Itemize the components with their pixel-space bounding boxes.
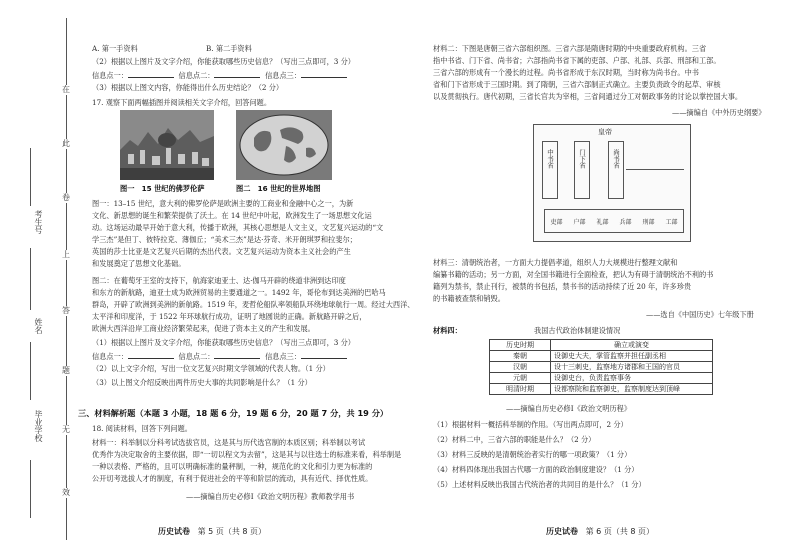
table-cell: 明清时期 (490, 384, 551, 395)
table-cell: 设都察院和监察御史，监察制度达到顶峰 (551, 384, 713, 395)
page-footer-left (158, 526, 266, 537)
source-citation: ——选自《中国历史》七年级下册 (646, 310, 754, 319)
material-line: 材料二：下图是唐朝三省六部组织图。三省六部是隋唐时期的中央重要政府机构。三省 (433, 44, 707, 53)
info-label: 信息点一： (92, 71, 128, 80)
exam-number-label: 考生号 (34, 210, 43, 234)
question-3: （3）根据以上图文内容，你能得出什么历史结论？（2 分） (92, 83, 284, 92)
choice-b: B. 第二手资料 (206, 44, 252, 53)
paragraph-line: 和发展奠定了思想文化基础。 (92, 259, 186, 268)
question-17-3: （3）以上图文介绍反映出两件历史大事的共同影响是什么？（1 分） (92, 378, 312, 387)
diagram-label: 中书省 (546, 149, 554, 169)
info-label: 信息点二： (178, 71, 215, 80)
diagram-connector (626, 169, 684, 170)
school-label: 毕业学校 (34, 410, 43, 442)
florence-image (120, 110, 214, 180)
info-label: 信息点三： (265, 71, 302, 80)
paragraph-line: 太平洋和印度洋，于 1522 年环球航行成功，证明了地圆说的正确。新航路开辟之后， (92, 312, 367, 321)
question-17: 17. 观察下面两幅插图并阅读相关文字介绍，回答问题。 (92, 98, 272, 107)
source-citation: ——摘编自历史必修Ⅰ《政治文明历程》 (506, 404, 632, 413)
political-system-table (489, 339, 713, 395)
paragraph-line: 欧洲大西洋沿岸工商业经济繁荣起来，促进了资本主义的产生和发展。 (92, 324, 315, 333)
diagram-title: 皇帝 (598, 128, 612, 136)
material-4-label: 材料四： (433, 326, 462, 335)
material-line: 三省六部的形成有一个漫长的过程。尚书省形成于东汉时期，当时称为尚书台。中书 (433, 68, 699, 77)
material-line: 以及贯彻执行。唐代初期，三省长官共为宰相，三省间通过分工对朝政事务的讨论以掌控国大事。 (433, 92, 743, 101)
sub-question: （4）材料四体现出我国古代哪一方面的政治制度建设？（1 分） (433, 465, 639, 474)
margin-char: 卷 (62, 193, 70, 202)
paragraph-line: 文化、新思想的诞生和繁荣提供了沃土。在 14 世纪中叶起，欧洲发生了一场思想文化运 (92, 211, 372, 220)
ministry-label: 兵部 (619, 218, 632, 226)
sub-question: （1）根据材料一概括科举制的作用。（写出两点即可，2 分） (433, 420, 628, 429)
binding-margin (0, 0, 80, 560)
footer-subject: 历史试卷 (158, 527, 190, 536)
question-2: （2）根据以上图片及文字介绍，你能获取哪些历史信息？（写出三点即可，3 分） (92, 57, 355, 66)
three-departments-diagram (533, 124, 691, 242)
margin-char: 题 (62, 366, 70, 375)
material-line: 省和门下省形成于三国时期。到了隋朝，三省六部制正式确立。主要负责政令的起草、审核 (433, 80, 721, 89)
answer-blank[interactable] (128, 70, 174, 78)
ministry-label: 工部 (665, 218, 678, 226)
margin-char: 效 (62, 488, 70, 497)
material-line: 优秀作为决定取舍的主要依据，即“一切以程文为去留”，这是其与以往选士的标准来看，科举制是 (92, 450, 402, 459)
answer-blank[interactable] (214, 70, 260, 78)
paragraph-line: 图二：在葡萄牙王室的支持下，航海家迪亚士、达·伽马开辟的绕道非洲到达印度 (92, 276, 346, 285)
name-label: 姓名 (34, 318, 43, 334)
footer-page: 第 5 页（共 8 页） (197, 527, 266, 536)
margin-char: 在 (62, 85, 70, 94)
question-17-2: （2）以上文字介绍，写出一位文艺复兴时期文学领域的代表人物。（1 分） (92, 364, 330, 373)
sub-question: （2）材料二中，三省六部的职能是什么？（2 分） (433, 435, 596, 444)
sub-question: （5）上述材料反映出我国古代统治者的共同目的是什么？（1 分） (433, 480, 646, 489)
info-label: 信息点一： (92, 352, 128, 361)
paragraph-line: 英国的莎士比亚是文艺复兴后期的杰出代表。文艺复兴运动为资本主义社会的产生 (92, 247, 351, 256)
table-cell: 设御史大夫，掌管监察并担任副丞相 (551, 351, 713, 362)
answer-blank[interactable] (214, 351, 260, 359)
source-citation: ——摘编自《中外历史纲要》 (672, 108, 766, 117)
margin-char: 此 (62, 139, 70, 148)
material-line: 材料三：清朝统治者，一方面大力提倡孝道，组织人力大规模进行整理文献和 (433, 258, 678, 267)
answer-blank[interactable] (128, 351, 174, 359)
info-points-row (92, 351, 347, 362)
caption-florence: 图一 15 世纪的佛罗伦萨 (120, 184, 205, 193)
margin-char: 上 (62, 250, 70, 259)
table-cell: 设十三刺史，监察地方诸郡和王国的官员 (551, 362, 713, 373)
info-label: 信息点三： (265, 352, 302, 361)
ministry-label: 礼部 (596, 218, 609, 226)
material-line: 指中书省、门下省、尚书省；六部指尚书省下属的吏部、户部、礼部、兵部、刑部和工部。 (433, 56, 721, 65)
table-row (490, 373, 713, 384)
diagram-ministries-row (544, 209, 684, 233)
info-label: 信息点二： (178, 352, 215, 361)
table-header-cell: 历史时期 (490, 340, 551, 351)
material-line: 公开切考选拔人才的制度，有利于促进社会的平等和阶层的流动，具有近代、择优性质。 (92, 474, 373, 483)
paragraph-line: 和东方的新航路，迪亚士成为欧洲贸易的主要通道之一。1492 年，哥伦布到达美洲的巴哈马 (92, 288, 386, 297)
margin-char: 答 (62, 306, 70, 315)
question-17-1: （1）根据以上图片及文字介绍，你能获取哪些历史信息？（写出三点即可，3 分） (92, 338, 355, 347)
table-cell: 元朝 (490, 373, 551, 384)
choice-a: A. 第一手资料 (92, 44, 138, 53)
section-3-heading: 三、材料解析题（本题 3 小题，18 题 6 分，19 题 6 分，20 题 7 分，共 19 分） (78, 408, 389, 418)
table-row (490, 362, 713, 373)
question-18: 18. 阅读材料，回答下列问题。 (92, 424, 192, 433)
source-citation: ——摘编自历史必修Ⅰ《政治文明历程》教师教学用书 (186, 492, 355, 501)
diagram-label: 尚书省 (612, 149, 620, 169)
footer-page: 第 6 页（共 8 页） (585, 527, 654, 536)
footer-subject: 历史试卷 (546, 527, 578, 536)
table-header-row (490, 340, 713, 351)
table-row (490, 351, 713, 362)
ministry-label: 户部 (573, 218, 586, 226)
sub-question: （3）材料三反映的是清朝统治者实行的哪一项政策？（1 分） (433, 450, 632, 459)
material-line: 一种以表格、严格的，且可以明确标准的量秤制，一种，规范化的文化和引力更为标准的 (92, 462, 373, 471)
material-line: 籍列为禁书，禁止刊行，被禁的书包括，禁书书的活动持续了近 20 年，许多珍贵 (433, 282, 692, 291)
table-row (490, 384, 713, 395)
info-points-row (92, 70, 347, 81)
florence-illustration (120, 110, 214, 180)
ministry-label: 刑部 (642, 218, 655, 226)
table-title: 我国古代政治体制建设情况 (534, 326, 621, 335)
diagram-label: 门下省 (578, 149, 586, 169)
material-line: 材料一：科举制以分科考试选拔官员，这是其与历代选官制的本质区别；科举制以考试 (92, 438, 366, 447)
table-cell: 汉朝 (490, 362, 551, 373)
table-header-cell: 确立或演变 (551, 340, 713, 351)
table-cell: 设御史台，负责监察事务 (551, 373, 713, 384)
table-cell: 秦朝 (490, 351, 551, 362)
paragraph-line: 动。这场运动最早开始于意大利，传播于欧洲，其核心思想是人文主义，文艺复兴运动的“文 (92, 223, 384, 232)
caption-world-map: 图二 16 世纪的世界地图 (236, 184, 321, 193)
paragraph-line: 图一：13–15 世纪，意大利的佛罗伦萨是欧洲主要的工商业和金融中心之一，为新 (92, 199, 354, 208)
world-map-image (236, 110, 332, 180)
margin-char: 无 (62, 425, 70, 434)
page-footer-right (546, 526, 654, 537)
material-line: 编纂书籍的活动；另一方面，对全国书籍进行全面检查，把认为有碍于清朝统治不利的书 (433, 270, 714, 279)
material-line: 的书籍被查禁和销毁。 (433, 294, 505, 303)
answer-blank[interactable] (301, 351, 347, 359)
ministry-label: 吏部 (550, 218, 563, 226)
paragraph-line: 学三杰”是但丁、彼特拉克、薄伽丘；“美术三杰”是达·芬奇、米开朗琪罗和拉斐尔； (92, 235, 357, 244)
paragraph-line: 群岛，开辟了欧洲到美洲的新航路。1519 年，麦哲伦船队率领船队环绕地球航行一周。经过大西洋、 (92, 300, 415, 309)
answer-blank[interactable] (301, 70, 347, 78)
world-map-illustration (236, 110, 332, 180)
